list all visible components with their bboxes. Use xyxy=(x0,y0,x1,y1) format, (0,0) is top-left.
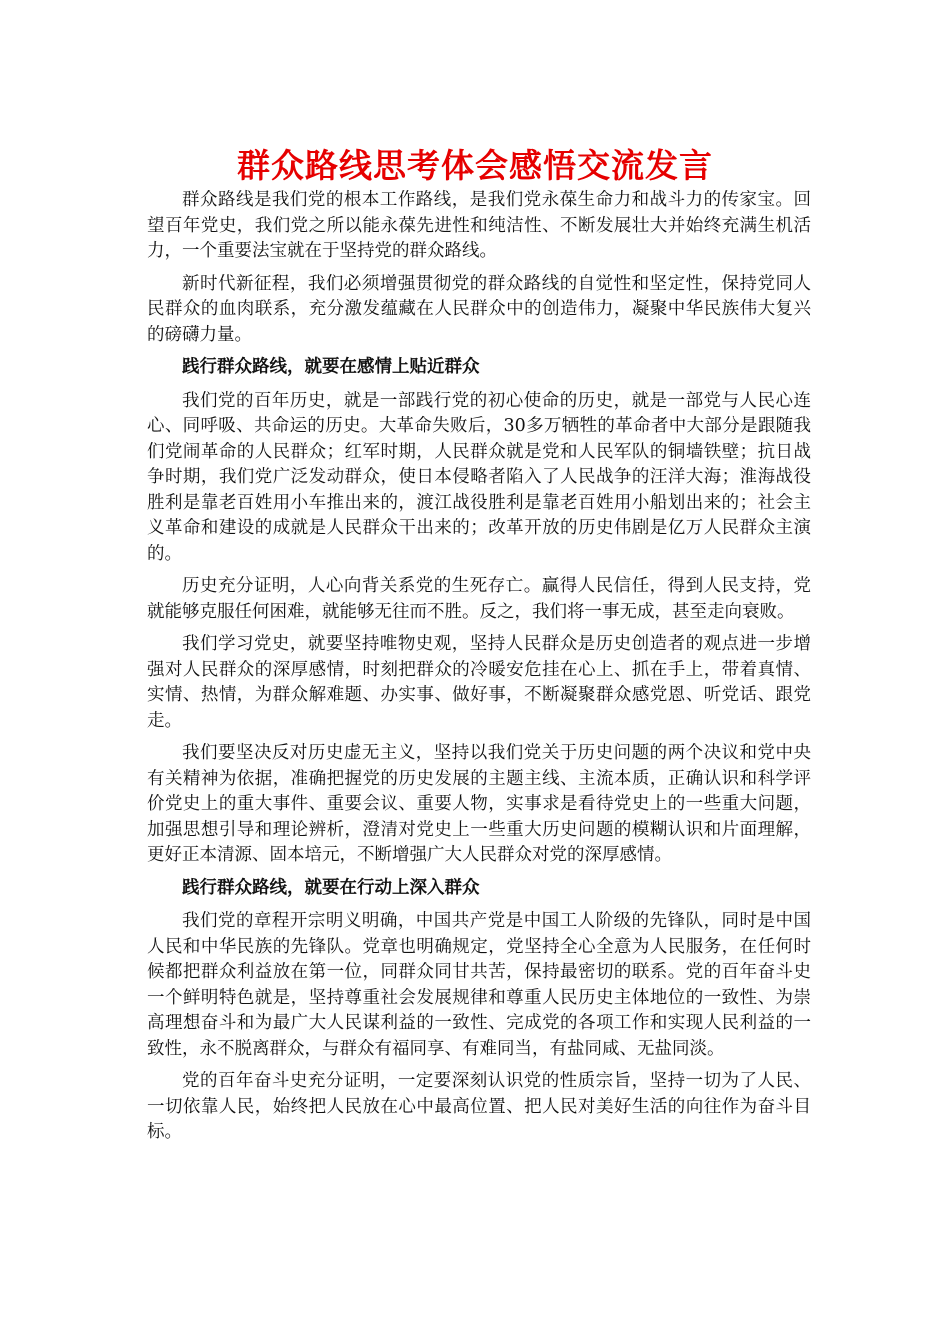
document-body xyxy=(147,188,811,1153)
paragraph: 我们学习党史，就要坚持唯物史观，坚持人民群众是历史创造者的观点进一步增强对人民群众的深厚感情，时刻把群众的冷暖安危挂在心上、抓在手上，带着真情、实情、热情，为群众解难题、办实事、做好事，不断凝聚群众感党恩、听党话、跟党走。 xyxy=(147,634,811,731)
paragraph: 历史充分证明，人心向背关系党的生死存亡。赢得人民信任，得到人民支持，党就能够克服任何困难，就能够无往而不胜。反之，我们将一事无成，甚至走向衰败。 xyxy=(147,576,811,622)
paragraph: 我们党的百年历史，就是一部践行党的初心使命的历史，就是一部党与人民心连心、同呼吸、共命运的历史。大革命失败后，30多万牺牲的革命者中大部分是跟随我们党闹革命的人民群众；红军时期，人民群众就是党和人民军队的铜墙铁壁；抗日战争时期，我们党广泛发动群众，使日本侵略者陷入了人民战争的汪洋大海；淮海战役胜利是靠老百姓用小车推出来的，渡江战役胜利是靠老百姓用小船划出来的；社会主义革命和建设的成就是人民群众干出来的；改革开放的历史伟剧是亿万人民群众主演的。 xyxy=(147,390,811,564)
section-heading: 践行群众路线，就要在行动上深入群众 xyxy=(182,877,480,898)
page-title: 群众路线思考体会感悟交流发言 xyxy=(237,146,713,185)
section-heading: 践行群众路线，就要在感情上贴近群众 xyxy=(182,357,480,377)
paragraph: 党的百年奋斗史充分证明，一定要深刻认识党的性质宗旨，坚持一切为了人民、一切依靠人民，始终把人民放在心中最高位置、把人民对美好生活的向往作为奋斗目标。 xyxy=(147,1071,811,1142)
paragraph: 群众路线是我们党的根本工作路线，是我们党永葆生命力和战斗力的传家宝。回望百年党史，我们党之所以能永葆先进性和纯洁性、不断发展壮大并始终充满生机活力，一个重要法宝就在于坚持党的群众路线。 xyxy=(147,190,811,261)
paragraph: 我们要坚决反对历史虚无主义，坚持以我们党关于历史问题的两个决议和党中央有关精神为依据，准确把握党的历史发展的主题主线、主流本质，正确认识和科学评价党史上的重大事件、重要会议、重要人物，实事求是看待党史上的一些重大问题，加强思想引导和理论辨析，澄清对党史上一些重大历史问题的模糊认识和片面理解，更好正本清源、固本培元，不断增强广大人民群众对党的深厚感情。 xyxy=(147,743,811,865)
paragraph: 我们党的章程开宗明义明确，中国共产党是中国工人阶级的先锋队，同时是中国人民和中华民族的先锋队。党章也明确规定，党坚持全心全意为人民服务，在任何时候都把群众利益放在第一位，同群众同甘共苦，保持最密切的联系。党的百年奋斗史一个鲜明特色就是，坚持尊重社会发展规律和尊重人民历史主体地位的一致性、为崇高理想奋斗和为最广大人民谋利益的一致性、完成党的各项工作和实现人民利益的一致性，永不脱离群众，与群众有福同享、有难同当，有盐同咸、无盐同淡。 xyxy=(147,911,811,1059)
paragraph: 新时代新征程，我们必须增强贯彻党的群众路线的自觉性和坚定性，保持党同人民群众的血肉联系，充分激发蕴藏在人民群众中的创造伟力，凝聚中华民族伟大复兴的磅礴力量。 xyxy=(147,273,811,345)
